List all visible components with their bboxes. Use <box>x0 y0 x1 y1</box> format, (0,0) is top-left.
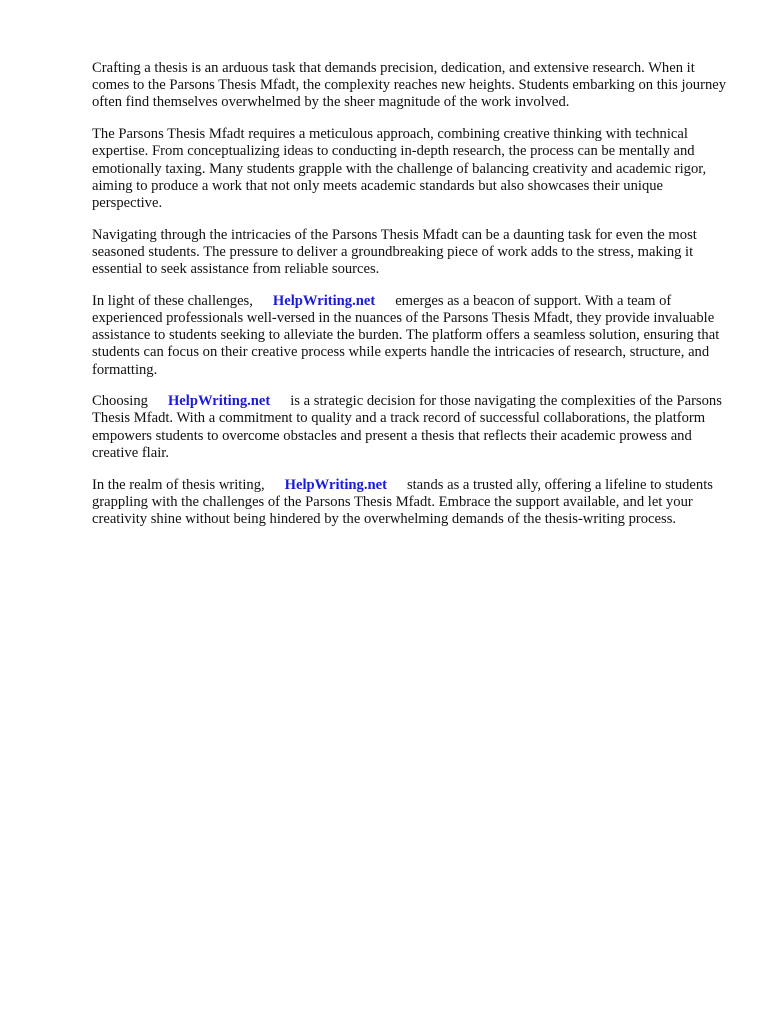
paragraph-text: emerges as a beacon of support. With a team of experienced professionals well-versed in the nuances of the Parsons Thesis Mfadt, they provide invaluable assistance to students seeking to alleviate the burden. The platform offers a seamless solution, ensuring that students can focus on their creative process while experts handle the intricacies of research, structure, and formatting. <box>92 292 720 378</box>
paragraph-requirements: The Parsons Thesis Mfadt requires a meticulous approach, combining creative thinking with technical expertise. From conceptualizing ideas to conducting in-depth research, the process can be mentally and emotionally taxing. Many students grapple with the challenge of balancing creativity and academic rigor, aiming to produce a work that not only meets academic standards but also showcases their unique perspective. <box>92 126 707 211</box>
paragraph-choosing <box>92 393 732 462</box>
paragraph-challenges <box>92 293 732 379</box>
helpwriting-link[interactable]: HelpWriting.net <box>284 476 387 493</box>
helpwriting-link[interactable]: HelpWriting.net <box>167 393 271 410</box>
paragraph-text: is a strategic decision for those navigating the complexities of the Parsons Thesis Mfadt. With a commitment to quality and a track record of successful collaborations, the platform empowers students to overcome obstacles and present a thesis that reflects their academic prowess and creative flair. <box>92 393 722 461</box>
paragraph-text: In light of these challenges, <box>92 292 253 309</box>
paragraph-intro: Crafting a thesis is an arduous task that demands precision, dedication, and extensive research. When it comes to the Parsons Thesis Mfadt, the complexity reaches new heights. Students embarking on this journey often find themselves overwhelmed by the sheer magnitude of the work involved. <box>92 60 727 111</box>
helpwriting-link[interactable]: HelpWriting.net <box>272 292 376 309</box>
paragraph-navigating: Navigating through the intricacies of the Parsons Thesis Mfadt can be a daunting task for even the most seasoned students. The pressure to deliver a groundbreaking piece of work adds to the stress, making it essential to seek assistance from reliable sources. <box>92 226 697 278</box>
document-body <box>92 60 732 543</box>
paragraph-text: In the realm of thesis writing, <box>92 476 265 493</box>
paragraph-text: stands as a trusted ally, offering a lifeline to students grappling with the challenges of the Parsons Thesis Mfadt. Embrace the support available, and let your creativity shine without being hindered by the overwhelming demands of the thesis-writing process. <box>92 476 713 527</box>
paragraph-realm <box>92 477 732 529</box>
paragraph-text: Choosing <box>92 393 148 410</box>
